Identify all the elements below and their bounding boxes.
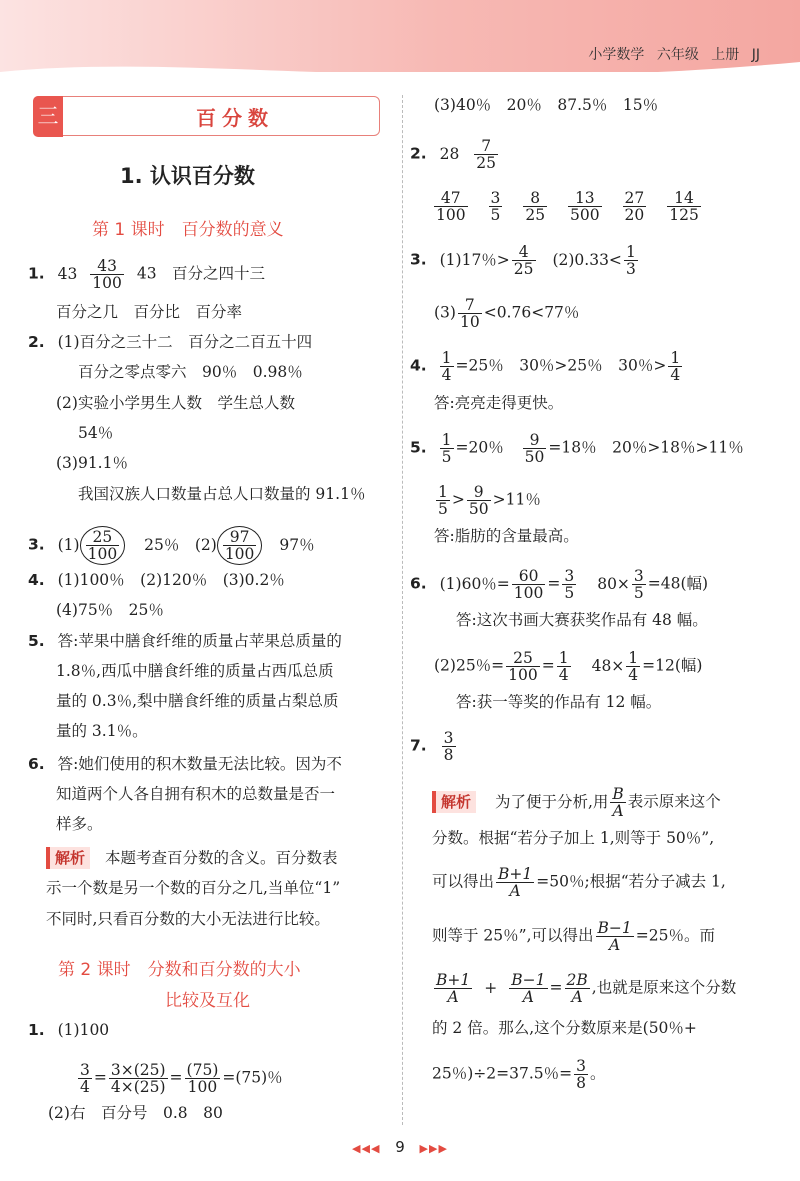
left-analysis-line2: 示一个数是另一个数的百分之几,当单位“1”	[46, 879, 341, 897]
header-info	[588, 44, 760, 64]
page-number: 9	[395, 1138, 405, 1156]
right-q3-part3: (3) $\frac{7}{10}$ <0.76<77％	[434, 296, 580, 331]
lesson-2-title-line1: 第 2 课时 分数和百分数的大小	[58, 960, 301, 980]
right-q4: 4. $\frac{1}{4}$ =25％ 30％>25％ 30％> $\frac{1}{4}$	[410, 349, 681, 384]
left-q1b-equation: $\frac{3}{4}$ = $\frac{3\times(25)}{4\times(25)}$ = $\frac{(75)}{100}$ =(75)％	[80, 1061, 283, 1096]
left-q1: 1. 43 $\frac{43}{100}$ 43 百分之四十三	[28, 257, 266, 292]
circled-fraction: $\frac{97}{100}$	[217, 526, 263, 565]
left-analysis: 解析 本题考查百分数的含义。百分数表	[46, 847, 337, 869]
right-q7: 7. $\frac{3}{8}$	[410, 729, 454, 764]
right-q1-part3: (3)40％ 20％ 87.5％ 15％	[434, 96, 659, 114]
left-q5: 5. 答:苹果中膳食纤维的质量占苹果总质量的	[28, 632, 342, 650]
chapter-name: 认识百分数	[149, 164, 255, 188]
right-analysis-line3: 可以得出 $\frac{B+1}{A}$ =50％;根据“若分子减去 1,	[432, 865, 726, 900]
left-q2-line5: (3)91.1％	[56, 454, 128, 472]
lesson-2-title-line2: 比较及互化	[165, 991, 250, 1011]
left-q4-line2: (4)75％ 25％	[56, 601, 164, 619]
header-volume: 上册	[711, 47, 740, 63]
right-analysis-line7: 25％)÷2=37.5％= $\frac{3}{8}$ 。	[432, 1057, 606, 1092]
chapter-title	[120, 160, 255, 190]
right-q4-answer: 答:亮亮走得更快。	[434, 394, 564, 412]
left-q6-line3: 样多。	[56, 815, 103, 833]
right-q3: 3. (1)17％> $\frac{4}{25}$ (2)0.33< $\frac{1}{3}$	[410, 243, 636, 278]
circled-fraction: $\frac{25}{100}$	[80, 526, 126, 565]
right-q5: 5. $\frac{1}{5}$ =20％ $\frac{9}{50}$ =18％ 20％>18％>11％	[410, 431, 744, 466]
analysis-tag: 解析	[432, 791, 476, 813]
section-title: 百分数	[196, 106, 274, 130]
section-number: 三	[33, 96, 63, 137]
left-q5-line3: 量的 0.3％,梨中膳食纤维的质量占梨总质	[56, 692, 339, 710]
column-divider	[402, 95, 403, 1125]
left-q5-line4: 量的 3.1％。	[56, 722, 148, 740]
right-q2-fractions: $\frac{47}{100}$ $\frac{3}{5}$ $\frac{8}{25}$ $\frac{13}{500}$ $\frac{27}{20}$ $\frac{14}{125}$	[436, 189, 699, 224]
right-q6: 6. (1)60％= $\frac{60}{100}$ = $\frac{3}{5}$ 80× $\frac{3}{5}$ =48(幅)	[410, 567, 709, 602]
right-analysis-line6: 的 2 倍。那么,这个分数原来是(50％+	[432, 1019, 697, 1037]
right-arrows-icon: ▶▶▶	[419, 1142, 448, 1155]
analysis-tag: 解析	[46, 847, 90, 869]
right-q6-answer1: 答:这次书画大赛获奖作品有 48 幅。	[456, 611, 708, 629]
left-q1b-line3: (2)右 百分号 0.8 80	[48, 1104, 223, 1122]
header-grade: 六年级	[656, 47, 699, 63]
right-q2: 2. 28 $\frac{7}{25}$	[410, 137, 497, 172]
page-footer	[0, 1138, 800, 1156]
left-analysis-line3: 不同时,只看百分数的大小无法进行比较。	[46, 910, 330, 928]
right-analysis-line2: 分数。根据“若分子加上 1,则等于 50％”,	[432, 829, 715, 847]
left-q2: 2. (1)百分之三十二 百分之二百五十四	[28, 333, 313, 351]
header-subject: 小学数学	[588, 47, 645, 63]
fraction: $\frac{43}{100}$	[92, 257, 122, 292]
lesson-1-title: 第 1 课时 百分数的意义	[92, 220, 284, 240]
left-q1-line2: 百分之几 百分比 百分率	[56, 303, 243, 321]
right-q5-line2: $\frac{1}{5}$ > $\frac{9}{50}$ >11％	[438, 483, 541, 518]
left-q5-line2: 1.8％,西瓜中膳食纤维的质量占西瓜总质	[56, 662, 334, 680]
right-q5-answer: 答:脂肪的含量最高。	[434, 527, 579, 545]
left-q2-line3: (2)实验小学男生人数 学生总人数	[56, 394, 295, 412]
right-q6-part2: (2)25％= $\frac{25}{100}$ = $\frac{1}{4}$ 48× $\frac{1}{4}$ =12(幅)	[434, 649, 703, 684]
left-q1b: 1. (1)100	[28, 1021, 110, 1039]
left-arrows-icon: ◀◀◀	[352, 1142, 381, 1155]
left-q2-line4: 54％	[78, 424, 114, 442]
left-q6-line2: 知道两个人各自拥有积木的总数量是否一	[56, 785, 336, 803]
header-edition: JJ	[751, 47, 760, 63]
left-q4: 4. (1)100％ (2)120％ (3)0.2％	[28, 571, 285, 589]
left-q3: 3. (1) $\frac{25}{100}$ 25％ (2) $\frac{97}{100}$ 97％	[28, 528, 315, 563]
right-analysis-line5: $\frac{B+1}{A}$ + $\frac{B-1}{A}$ = $\frac{2B}{A}$ ,也就是原来这个分数	[436, 971, 737, 1006]
chapter-number: 1.	[120, 164, 143, 188]
right-q6-answer2: 答:获一等奖的作品有 12 幅。	[456, 693, 662, 711]
left-q2-line6: 我国汉族人口数量占总人口数量的 91.1％	[78, 485, 366, 503]
right-analysis-line4: 则等于 25％”,可以得出 $\frac{B-1}{A}$ =25％。而	[432, 919, 715, 954]
right-analysis: 解析 为了便于分析,用 $\frac{B}{A}$ 表示原来这个	[432, 786, 721, 819]
left-q2-line2: 百分之零点零六 90％ 0.98％	[78, 363, 303, 381]
left-q6: 6. 答:她们使用的积木数量无法比较。因为不	[28, 755, 342, 773]
